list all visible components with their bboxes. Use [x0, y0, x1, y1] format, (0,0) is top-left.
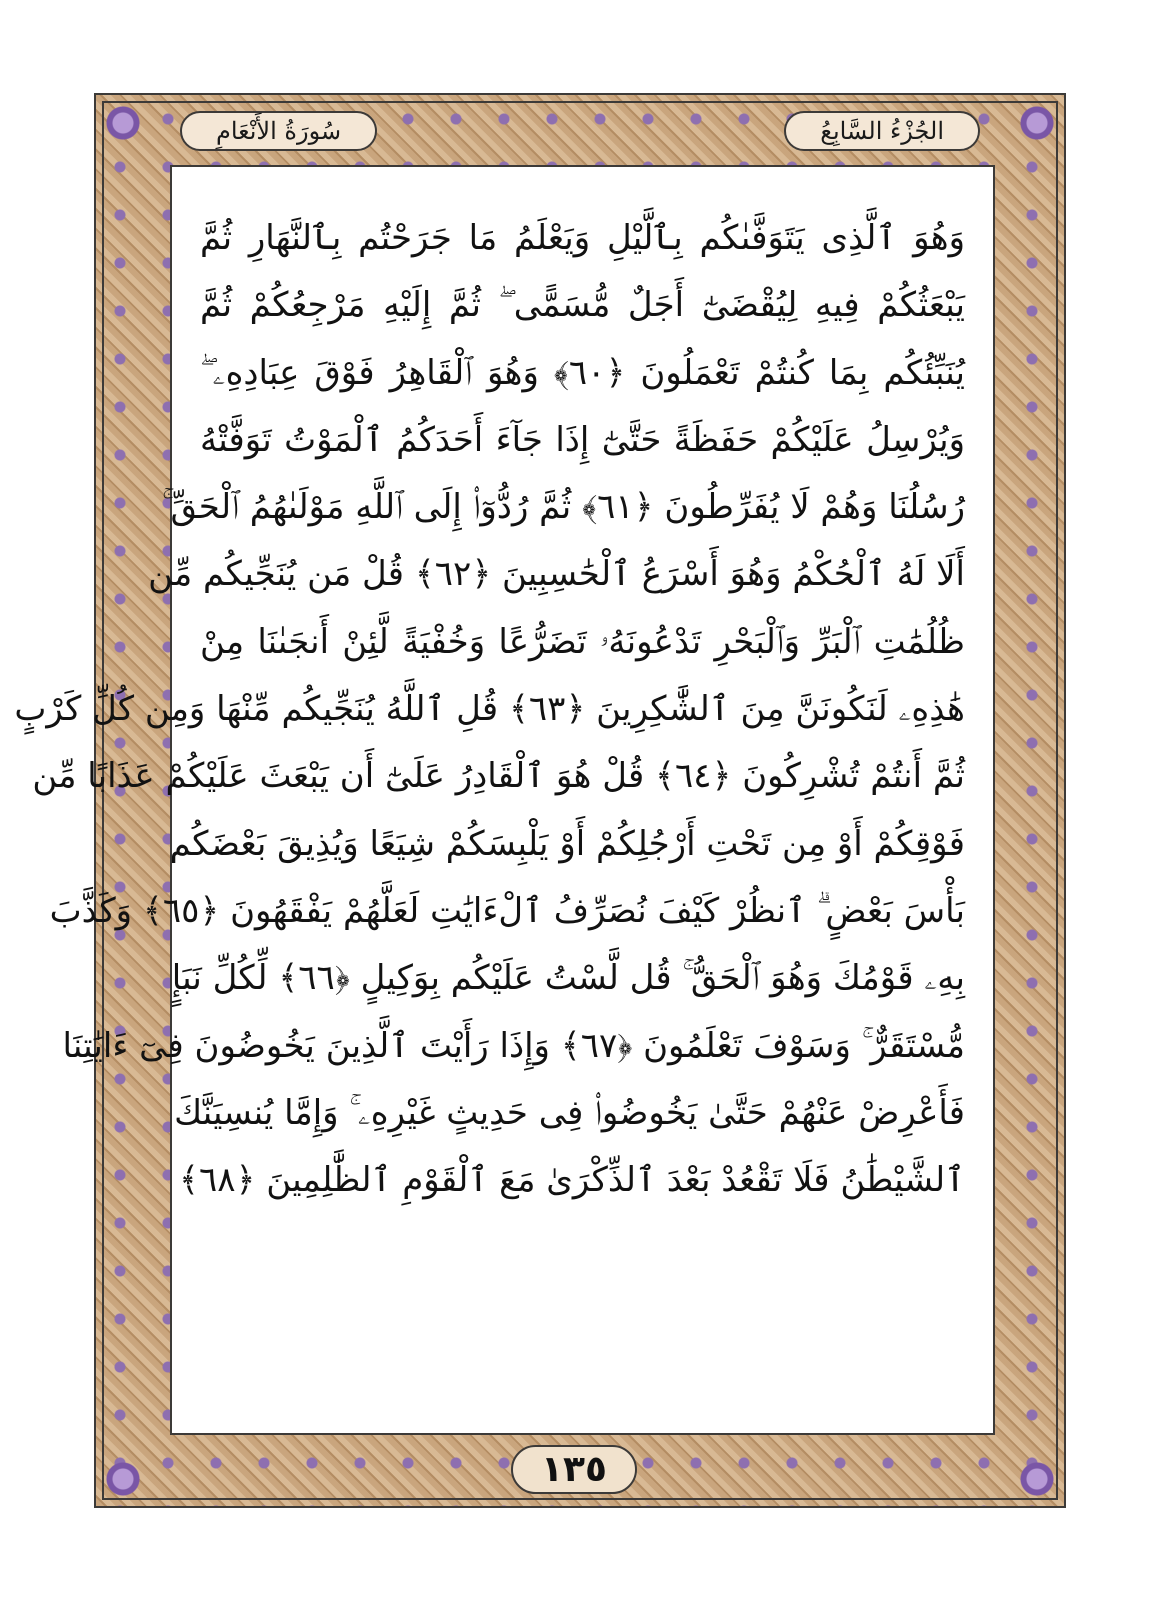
- verse-line: وَيُرْسِلُ عَلَيْكُمْ حَفَظَةً حَتَّىٰٓ إِذَا جَآءَ أَحَدَكُمُ ٱلْمَوْتُ تَوَفَّتْهُ: [200, 419, 965, 460]
- corner-ornament-top-right: [1014, 100, 1060, 146]
- verse-line: مُّسْتَقَرٌّ ۚ وَسَوْفَ تَعْلَمُونَ ﴿٦٧﴾ وَإِذَا رَأَيْتَ ٱلَّذِينَ يَخُوضُونَ فِىٓ ءَايَٰتِنَا: [62, 1025, 965, 1066]
- verse-line: وَهُوَ ٱلَّذِى يَتَوَفَّىٰكُم بِٱلَّيْلِ وَيَعْلَمُ مَا جَرَحْتُم بِٱلنَّهَارِ ثُمَّ: [200, 218, 965, 258]
- verse-line: فَوْقِكُمْ أَوْ مِن تَحْتِ أَرْجُلِكُمْ أَوْ يَلْبِسَكُمْ شِيَعًا وَيُذِيقَ بَعْضَكُم: [169, 823, 965, 864]
- verse-line: هَٰذِهِۦ لَنَكُونَنَّ مِنَ ٱلشَّٰكِرِينَ ﴿٦٣﴾ قُلِ ٱللَّهُ يُنَجِّيكُم مِّنْهَا وَمِن كُلِّ كَرْبٍ: [14, 689, 965, 730]
- corner-ornament-bottom-right: [1014, 1456, 1060, 1502]
- verse-line: أَلَا لَهُ ٱلْحُكْمُ وَهُوَ أَسْرَعُ ٱلْحَٰسِبِينَ ﴿٦٢﴾ قُلْ مَن يُنَجِّيكُم مِّن: [148, 554, 965, 595]
- verse-line: يُنَبِّئُكُم بِمَا كُنتُمْ تَعْمَلُونَ ﴿٦٠﴾ وَهُوَ ٱلْقَاهِرُ فَوْقَ عِبَادِهِۦ ۖ: [200, 352, 966, 393]
- verse-line: ظُلُمَٰتِ ٱلْبَرِّ وَٱلْبَحْرِ تَدْعُونَهُۥ تَضَرُّعًا وَخُفْيَةً لَّئِنْ أَنجَىٰنَا مِنْ: [200, 621, 965, 662]
- juz-title: الجُزْءُ السَّابِعُ: [784, 111, 980, 151]
- verse-line: بِهِۦ قَوْمُكَ وَهُوَ ٱلْحَقُّ ۚ قُل لَّسْتُ عَلَيْكُم بِوَكِيلٍ ﴿٦٦﴾ لِّكُلِّ نَبَإٍ: [171, 958, 965, 999]
- verse-line: يَبْعَثُكُمْ فِيهِ لِيُقْضَىٰٓ أَجَلٌ مُّسَمًّى ۖ ثُمَّ إِلَيْهِ مَرْجِعُكُمْ ثُمَّ: [200, 285, 965, 326]
- verse-line: ثُمَّ أَنتُمْ تُشْرِكُونَ ﴿٦٤﴾ قُلْ هُوَ ٱلْقَادِرُ عَلَىٰٓ أَن يَبْعَثَ عَلَيْكُمْ عَذَابًا مِّن: [32, 756, 965, 797]
- verse-line: ٱلشَّيْطَٰنُ فَلَا تَقْعُدْ بَعْدَ ٱلذِّكْرَىٰ مَعَ ٱلْقَوْمِ ٱلظَّٰلِمِينَ ﴿٦٨﴾: [179, 1160, 965, 1201]
- corner-ornament-bottom-left: [100, 1456, 146, 1502]
- text-panel: [14, 165, 995, 1435]
- verse-line: بَأْسَ بَعْضٍ ۗ ٱنظُرْ كَيْفَ نُصَرِّفُ ٱلْءَايَٰتِ لَعَلَّهُمْ يَفْقَهُونَ ﴿٦٥﴾ وَكَذَّبَ: [49, 890, 965, 931]
- verse-line: رُسُلُنَا وَهُمْ لَا يُفَرِّطُونَ ﴿٦١﴾ ثُمَّ رُدُّوٓا۟ إِلَى ٱللَّهِ مَوْلَىٰهُمُ ٱلْحَقِّ ۚ: [161, 487, 965, 528]
- page-number-medallion: [499, 1435, 649, 1503]
- verse-line: فَأَعْرِضْ عَنْهُمْ حَتَّىٰ يَخُوضُوا۟ فِى حَدِيثٍ غَيْرِهِۦ ۚ وَإِمَّا يُنسِيَنَّكَ: [174, 1092, 965, 1133]
- page-number: ١٣٥: [511, 1445, 637, 1494]
- page-header: [140, 106, 1020, 156]
- surah-title: سُورَةُ الأَنْعَامِ: [180, 111, 377, 151]
